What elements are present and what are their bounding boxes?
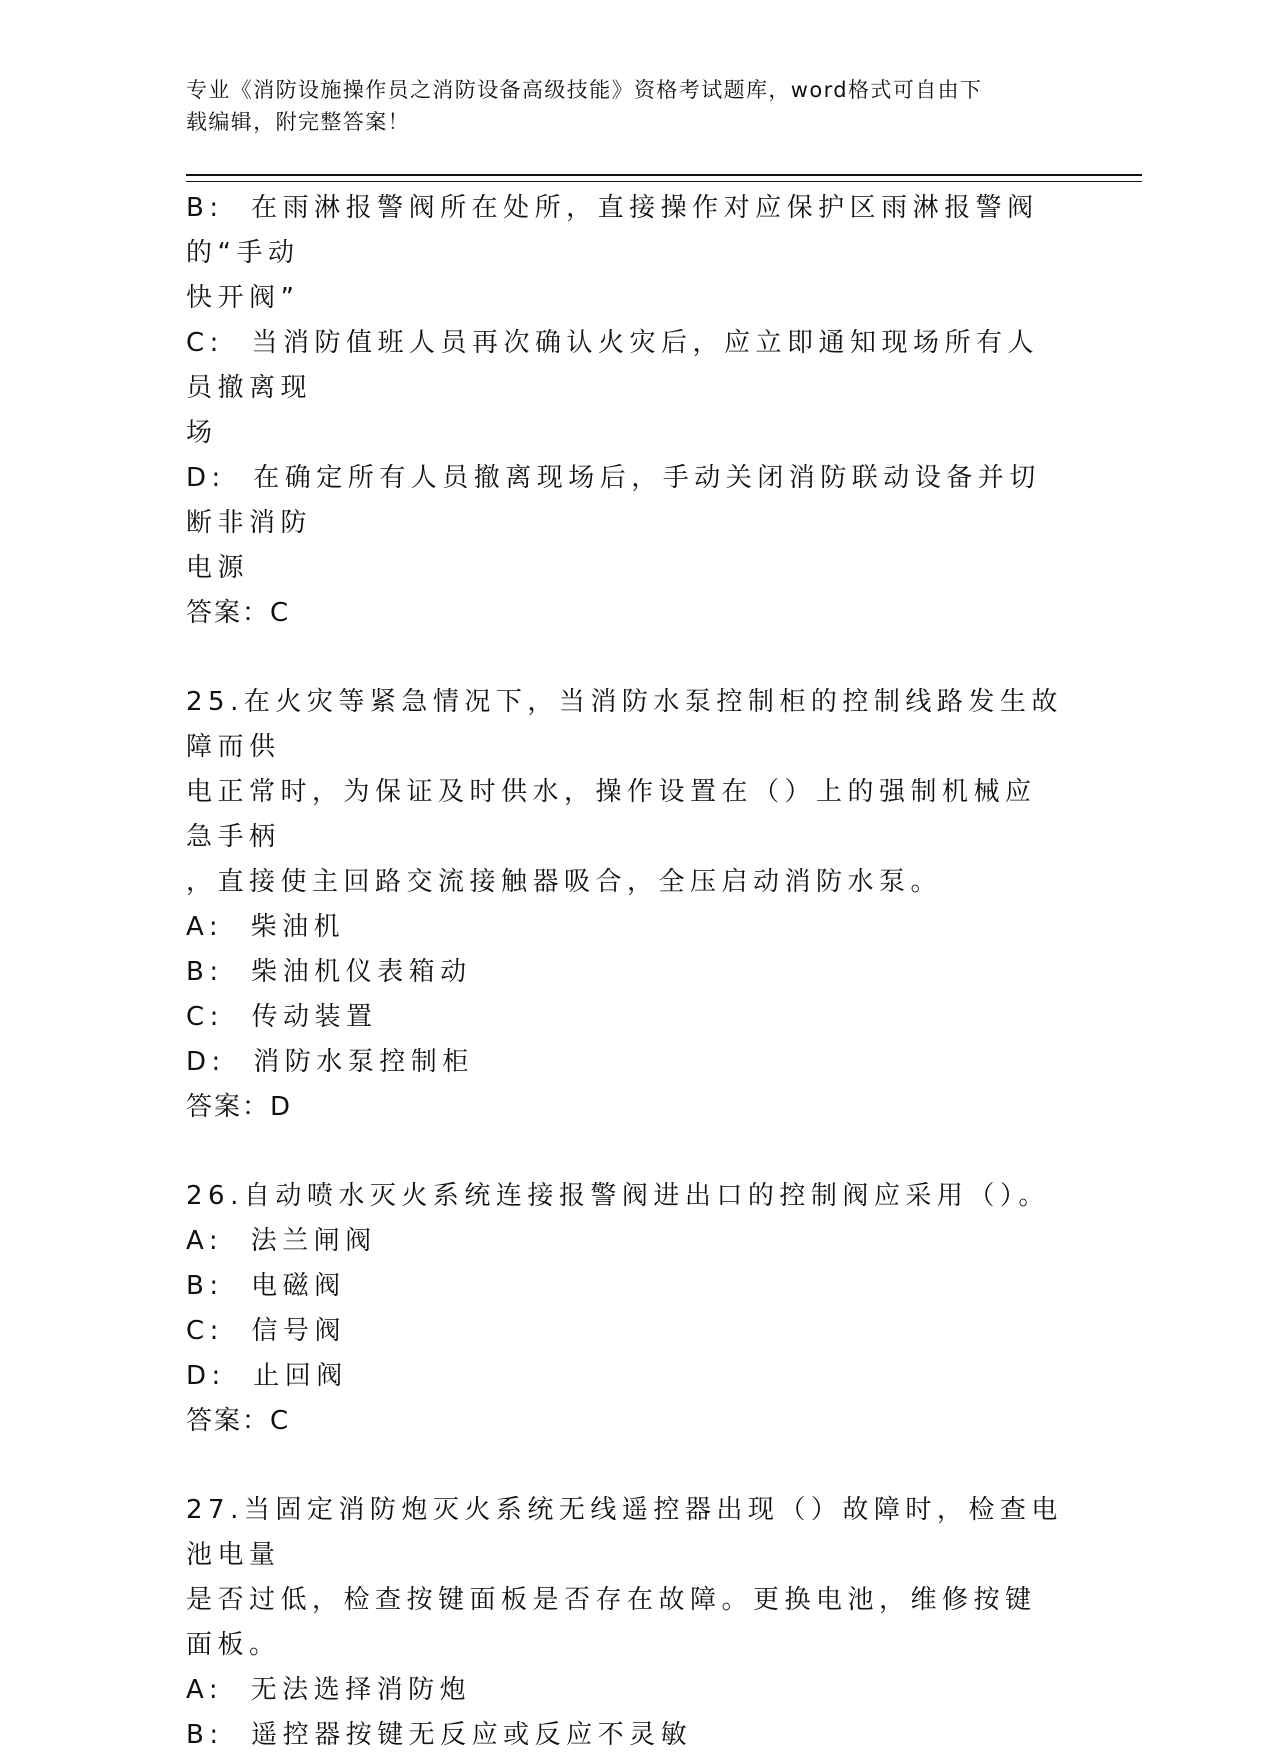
question-stem-line-1: 26.自动喷水灭火系统连接报警阀进出口的控制阀应采用（）。: [186, 1181, 1050, 1211]
document-header: [186, 74, 1066, 138]
question-stem-line-1: 27.当固定消防炮灭火系统无线遥控器出现（）故障时，检查电池电量: [186, 1495, 1063, 1570]
spacer: [186, 1444, 1066, 1488]
option-d-line-1: D: 在确定所有人员撤离现场后，手动关闭消防联动设备并切断非消防: [186, 463, 1041, 538]
answer-line: 答案：D: [186, 1092, 293, 1122]
question-stem-line-2: 是否过低，检查按键面板是否存在故障。更换电池，维修按键面板。: [186, 1585, 1037, 1660]
option-c-line-1: C: 当消防值班人员再次确认火灾后，应立即通知现场所有人员撤离现: [186, 328, 1039, 403]
answer-line: 答案：C: [186, 598, 291, 628]
question-stem-line-2: 电正常时，为保证及时供水，操作设置在（）上的强制机械应急手柄: [186, 777, 1037, 852]
spacer: [186, 1130, 1066, 1174]
question-26: [186, 1174, 1066, 1444]
header-line-2: 载编辑，附完整答案！: [186, 110, 410, 134]
option-a: A: 无法选择消防炮: [186, 1675, 472, 1705]
option-b: B: 遥控器按键无反应或反应不灵敏: [186, 1720, 693, 1750]
option-d: D: 止回阀: [186, 1361, 348, 1391]
option-b: B: 柴油机仪表箱动: [186, 957, 472, 987]
option-b: B: 电磁阀: [186, 1271, 346, 1301]
header-line-1: 专业《消防设施操作员之消防设备高级技能》资格考试题库，word格式可自由下: [186, 78, 983, 102]
header-divider-thick: [186, 174, 1142, 176]
question-24-continued: [186, 186, 1066, 636]
option-a: A: 法兰闸阀: [186, 1226, 377, 1256]
option-a: A: 柴油机: [186, 912, 346, 942]
question-stem-line-1: 25.在火灾等紧急情况下，当消防水泵控制柜的控制线路发生故障而供: [186, 687, 1063, 762]
option-b-line-2: 快开阀”: [186, 283, 300, 313]
spacer: [186, 636, 1066, 680]
option-c: C: 信号阀: [186, 1316, 346, 1346]
answer-line: 答案：C: [186, 1406, 291, 1436]
option-c: C: 传动装置: [186, 1002, 378, 1032]
question-25: [186, 680, 1066, 1130]
option-b-line-1: B: 在雨淋报警阀所在处所，直接操作对应保护区雨淋报警阀的“手动: [186, 193, 1039, 268]
option-d-line-2: 电源: [186, 553, 250, 583]
header-divider-thin: [186, 181, 1142, 182]
option-d: D: 消防水泵控制柜: [186, 1047, 474, 1077]
question-stem-line-3: ，直接使主回路交流接触器吸合，全压启动消防水泵。: [186, 867, 943, 897]
option-c-line-2: 场: [186, 418, 218, 448]
question-27: [186, 1488, 1066, 1758]
question-content: [186, 186, 1066, 1758]
